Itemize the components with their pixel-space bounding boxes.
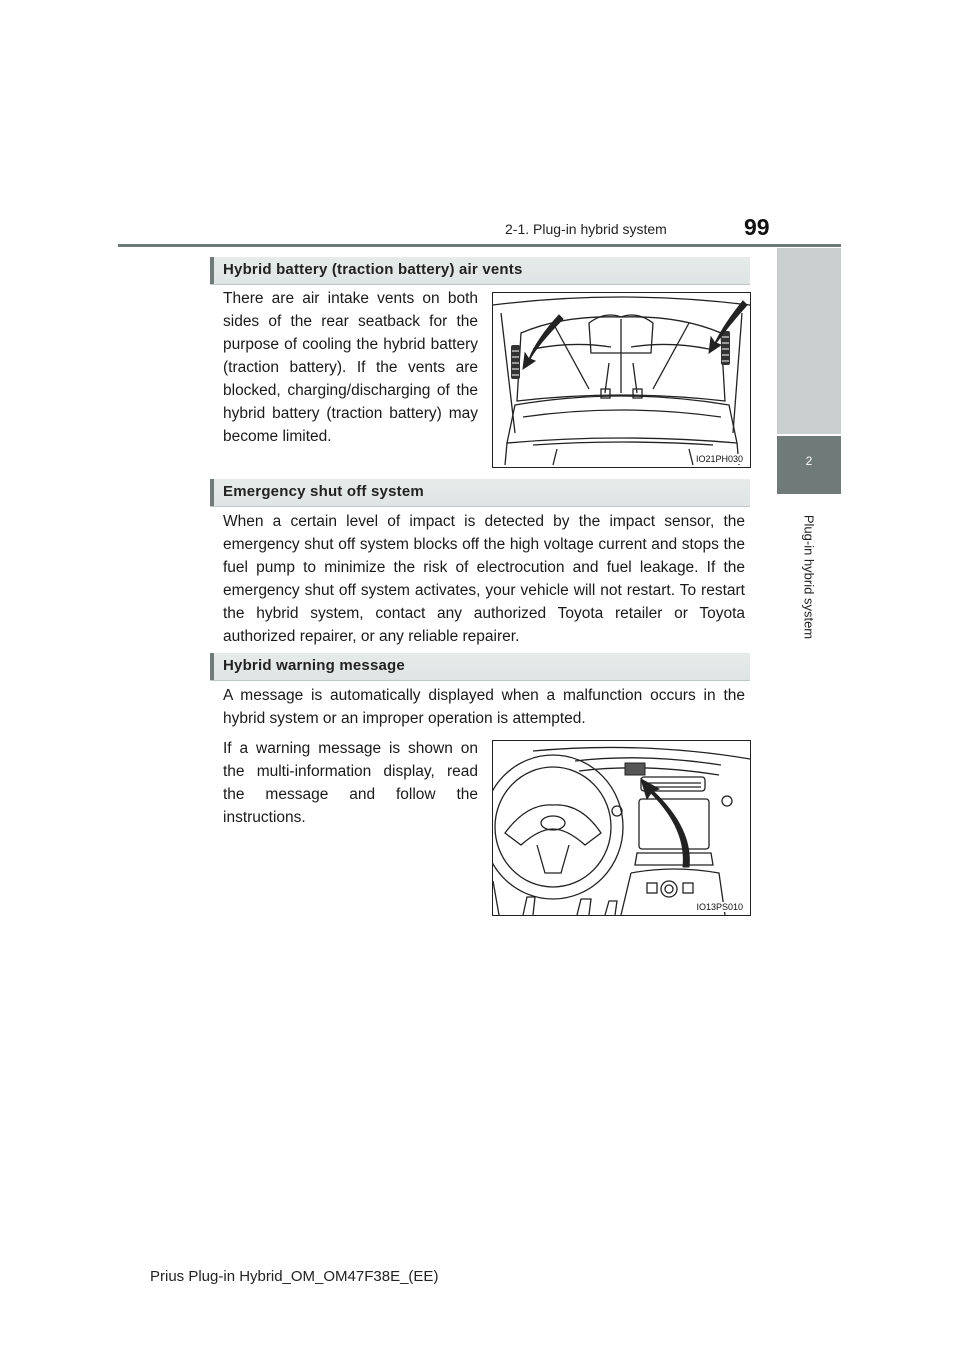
warning-instructions-paragraph: If a warning message is shown on the multi-information display, read the message and follow the instructions. — [223, 740, 478, 826]
section-heading-text: Emergency shut off system — [223, 483, 424, 500]
running-header-section: 2-1. Plug-in hybrid system — [505, 221, 667, 237]
header-rule — [118, 244, 841, 247]
multi-information-display-figure — [492, 740, 751, 916]
page-number: 99 — [744, 214, 770, 240]
figure-code: IO13PS010 — [696, 902, 743, 912]
section-heading-air-vents — [210, 257, 750, 285]
chapter-number-text: 2 — [805, 454, 813, 468]
air-vents-paragraph: There are air intake vents on both sides of the rear seatback for the purpose of cooling the hybrid battery (traction battery). If the vents are blocked, charging/discharging of the hybrid battery (traction battery) may become limited. — [223, 290, 478, 445]
document-footer: Prius Plug-in Hybrid_OM_OM47F38E_(EE) — [150, 1268, 439, 1285]
section-heading-text: Hybrid warning message — [223, 657, 405, 674]
side-tab-upper-block — [777, 248, 841, 434]
hybrid-warning-paragraph: A message is automatically displayed when a malfunction occurs in the hybrid system or an improper operation is attempted. — [223, 687, 745, 727]
rear-seat-air-vents-figure — [492, 292, 751, 468]
side-tab-chapter-number — [777, 436, 841, 494]
section-heading-emergency-shut-off — [210, 479, 750, 507]
chapter-title-vertical: Plug-in hybrid system — [801, 514, 817, 639]
side-tab-label — [777, 494, 841, 659]
section-heading-text: Hybrid battery (traction battery) air vents — [223, 261, 523, 278]
dashboard-illustration — [493, 741, 750, 915]
emergency-shut-off-paragraph: When a certain level of impact is detected by the impact sensor, the emergency shut off system blocks off the high voltage current and stops the fuel pump to minimize the risk of electrocution and fuel leakage. If the emergency shut off system activates, your vehicle will not restart. To restart the hybrid system, contact any authorized Toyota retailer or Toyota authorized repairer, or any reliable repairer. — [223, 513, 745, 645]
rear-seat-illustration — [493, 293, 750, 467]
figure-code: IO21PH030 — [695, 454, 743, 464]
section-heading-hybrid-warning — [210, 653, 750, 681]
